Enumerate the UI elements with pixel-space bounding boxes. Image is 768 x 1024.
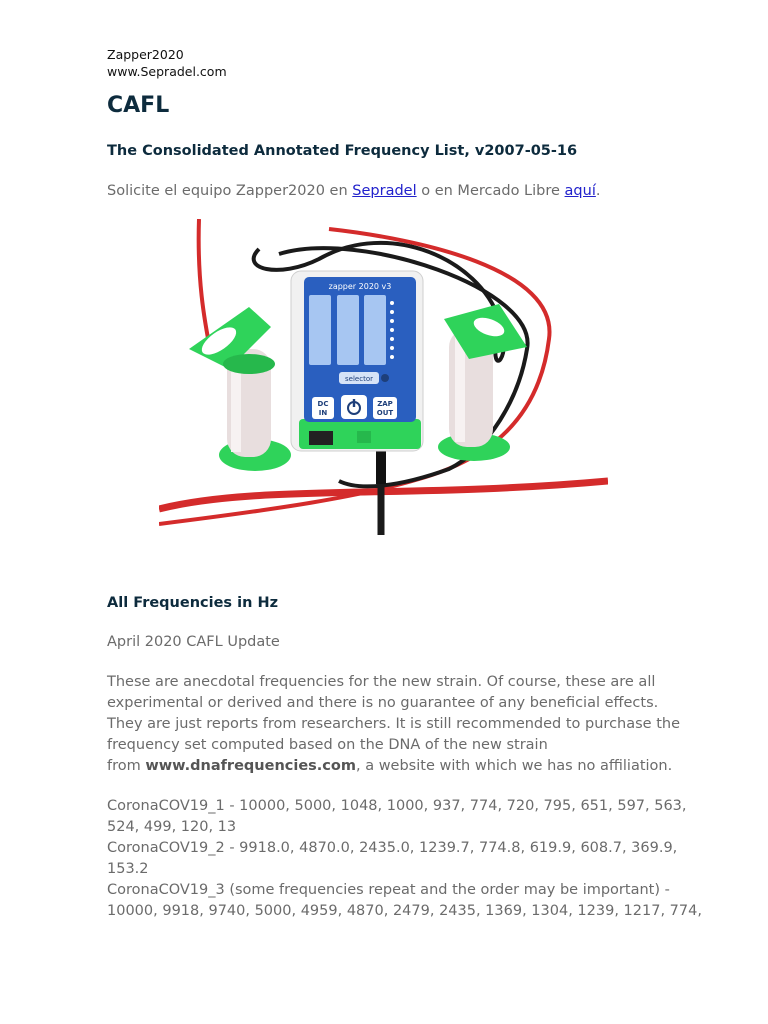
out-label: OUT	[376, 409, 394, 417]
order-text-post: .	[595, 183, 601, 199]
intro-line: frequency set computed based on the DNA of the new strain	[107, 737, 548, 753]
page-header	[107, 46, 227, 80]
intro-line-last	[107, 756, 673, 777]
device-name: zapper 2020 v3	[328, 282, 392, 291]
intro-line: experimental or derived and there is no guarantee of any beneficial effects.	[107, 695, 659, 711]
page-subtitle: The Consolidated Annotated Frequency List, v2007-05-16	[107, 143, 578, 159]
order-text-mid: o en Mercado Libre	[416, 183, 565, 199]
intro-paragraph	[107, 672, 681, 777]
intro-line: These are anecdotal frequencies for the new strain. Of course, these are all	[107, 674, 656, 690]
corona-line: CoronaCOV19_2 - 9918.0, 4870.0, 2435.0, 1239.7, 774.8, 619.9, 608.7, 369.9,	[107, 840, 678, 856]
site-url: www.Sepradel.com	[107, 64, 227, 79]
zap-label: ZAP	[377, 400, 393, 408]
selector-label: selector	[345, 375, 373, 383]
section-heading: All Frequencies in Hz	[107, 595, 279, 611]
corona-line: CoronaCOV19_3 (some frequencies repeat and the order may be important) -	[107, 882, 670, 898]
dc-label: DC	[317, 400, 329, 408]
sepradel-link[interactable]: Sepradel	[352, 183, 417, 199]
page-title: CAFL	[107, 93, 170, 118]
order-text-pre: Solicite el equipo Zapper2020 en	[107, 183, 353, 199]
corona-line: 153.2	[107, 861, 149, 877]
corona-line: CoronaCOV19_1 - 10000, 5000, 1048, 1000, 937, 774, 720, 795, 651, 597, 563,	[107, 798, 687, 814]
zapper-device-photo	[159, 219, 608, 535]
in-label: IN	[318, 409, 328, 417]
dnafrequencies-site: www.dnafrequencies.com	[145, 758, 356, 774]
intro-tail: , a website with which we has no affiliation.	[355, 758, 673, 774]
order-paragraph	[107, 181, 667, 202]
update-line: April 2020 CAFL Update	[107, 634, 280, 650]
corona-list	[107, 796, 702, 922]
intro-line: They are just reports from researchers. It is still recommended to purchase the	[107, 716, 681, 732]
corona-line: 10000, 9918, 9740, 5000, 4959, 4870, 2479, 2435, 1369, 1304, 1239, 1217, 774,	[107, 903, 702, 919]
intro-from: from	[107, 758, 146, 774]
corona-line: 524, 499, 120, 13	[107, 819, 237, 835]
mercado-libre-link[interactable]: aquí	[564, 183, 596, 199]
brand-name: Zapper2020	[107, 47, 184, 62]
